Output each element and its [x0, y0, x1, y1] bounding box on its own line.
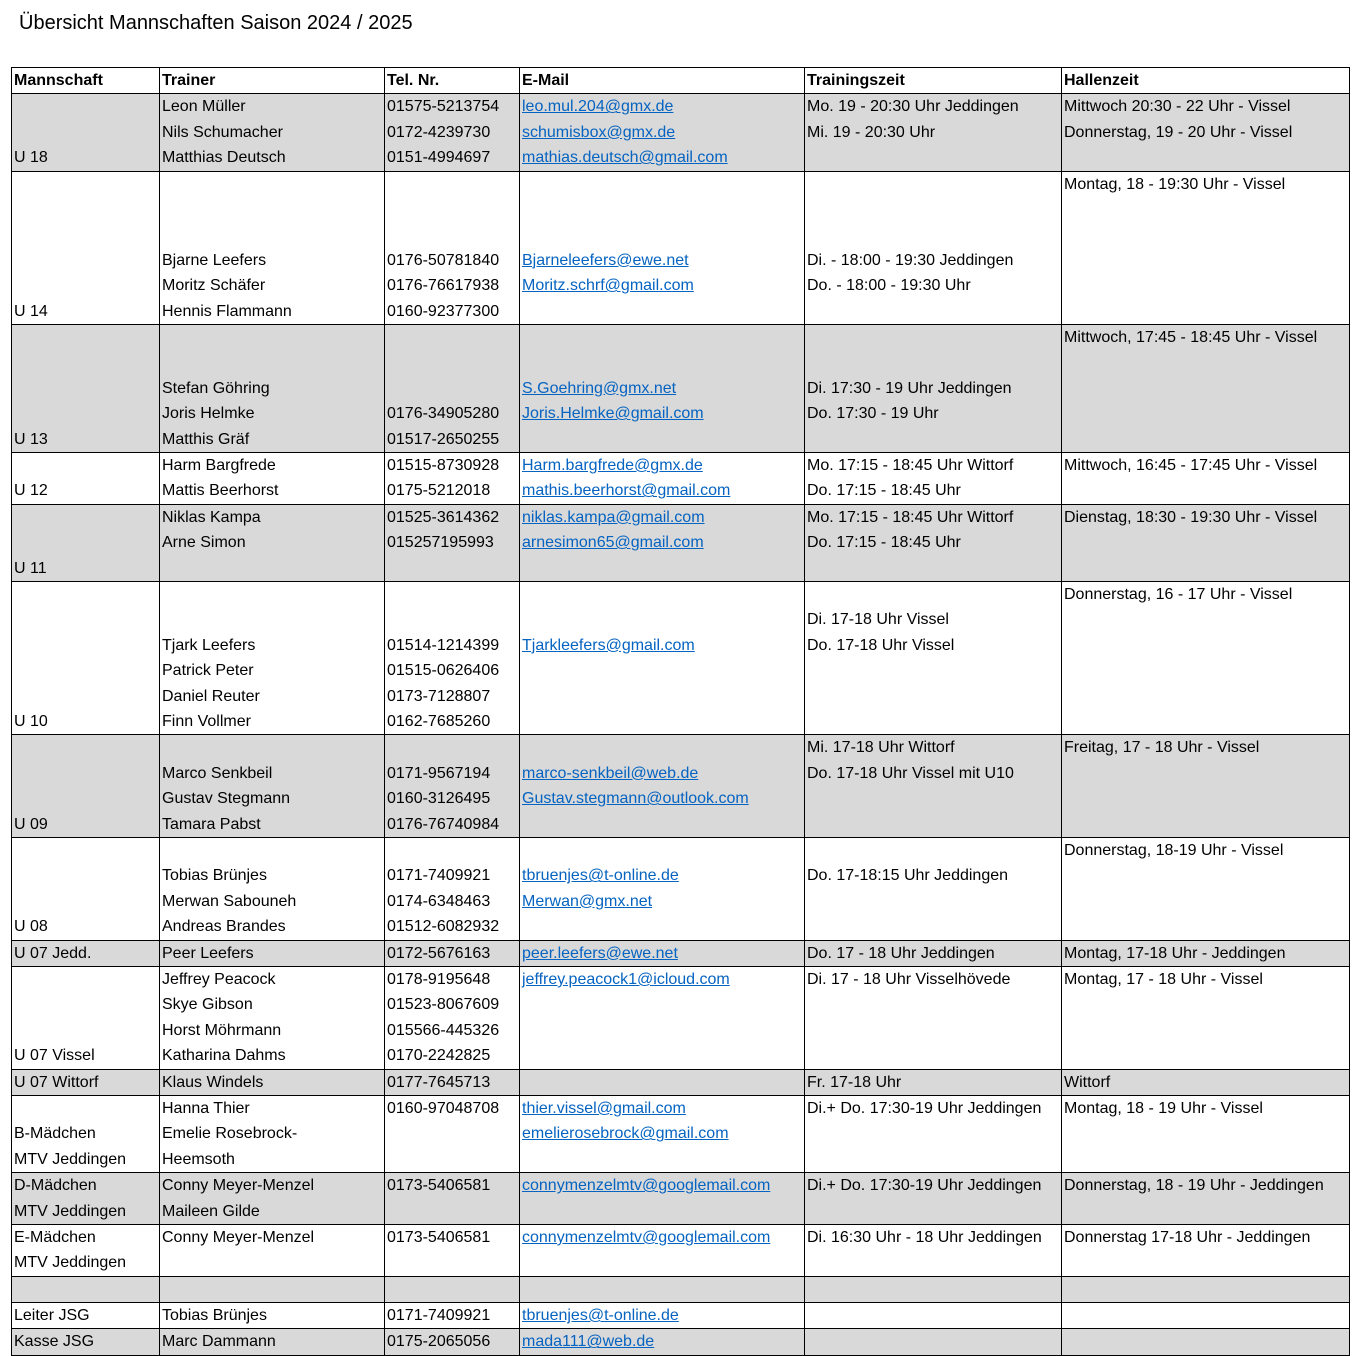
table-row: [12, 94, 1350, 171]
hall-text: Mittwoch, 16:45 - 17:45 Uhr - Vissel: [1064, 456, 1318, 474]
hall-cell: [1062, 324, 1350, 452]
email-link[interactable]: emelierosebrock@gmail.com: [522, 1125, 729, 1143]
trainers-text: Skye Gibson: [162, 996, 253, 1014]
trainer-cell: [160, 735, 385, 838]
trainers-text: Patrick Peter: [162, 662, 254, 680]
trainer-cell: [160, 837, 385, 940]
phones-text: 015566-445326: [387, 1021, 500, 1039]
email-cell: [520, 94, 805, 171]
email-link[interactable]: jeffrey.peacock1@icloud.com: [522, 970, 730, 988]
training-text: Do. 17-18 Uhr Vissel mit U10: [807, 764, 1014, 782]
phone-cell: [385, 171, 520, 324]
team-cell: [12, 1224, 160, 1276]
hall-cell: [1062, 1224, 1350, 1276]
phones-text: 0172-4239730: [387, 123, 491, 141]
phone-cell: [385, 452, 520, 504]
trainers-text: Gustav Stegmann: [162, 790, 291, 808]
team-text: D-Mädchen: [14, 1177, 97, 1195]
trainer-cell: [160, 1224, 385, 1276]
team-cell: [12, 1329, 160, 1355]
hall-text: Mittwoch, 17:45 - 18:45 Uhr - Vissel: [1064, 328, 1318, 346]
hall-text: Montag, 17 - 18 Uhr - Vissel: [1064, 970, 1263, 988]
email-cell: [520, 1224, 805, 1276]
team-text: U 10: [14, 712, 48, 730]
phones-text: 01575-5213754: [387, 98, 500, 116]
email-link[interactable]: connymenzelmtv@googlemail.com: [522, 1177, 771, 1195]
trainer-cell: [160, 940, 385, 966]
trainers-text: Horst Möhrmann: [162, 1021, 282, 1039]
table-row: [12, 1173, 1350, 1225]
hall-text: Montag, 17-18 Uhr - Jeddingen: [1064, 944, 1286, 962]
phones-text: 0176-34905280: [387, 405, 500, 423]
phone-cell: [385, 94, 520, 171]
phones-text: 0173-7128807: [387, 687, 491, 705]
phones-text: 01514-1214399: [387, 636, 500, 654]
training-cell: [805, 324, 1062, 452]
email-link[interactable]: Merwan@gmx.net: [522, 892, 653, 910]
hall-cell: [1062, 171, 1350, 324]
email-cell: [520, 940, 805, 966]
email-link[interactable]: schumisbox@gmx.de: [522, 123, 676, 141]
phones-text: 0176-76617938: [387, 277, 500, 295]
email-cell: [520, 966, 805, 1069]
email-link[interactable]: tbruenjes@t-online.de: [522, 1307, 679, 1325]
table-row: [12, 171, 1350, 324]
team-cell: [12, 735, 160, 838]
table-row: [12, 966, 1350, 1069]
team-cell: [12, 504, 160, 581]
training-text: Mo. 17:15 - 18:45 Uhr Wittorf: [807, 508, 1014, 526]
phones-text: 0171-9567194: [387, 764, 491, 782]
trainers-text: Hanna Thier: [162, 1099, 250, 1117]
trainers-text: Harm Bargfrede: [162, 456, 276, 474]
hall-cell: [1062, 1069, 1350, 1095]
trainer-cell: [160, 1329, 385, 1355]
hall-cell: [1062, 1173, 1350, 1225]
training-cell: [805, 581, 1062, 734]
hall-cell: [1062, 1095, 1350, 1172]
team-cell: [12, 837, 160, 940]
header-email: E-Mail: [520, 68, 805, 94]
phones-text: 01512-6082932: [387, 918, 500, 936]
training-cell: [805, 452, 1062, 504]
team-cell: [12, 1276, 160, 1302]
table-row: [12, 837, 1350, 940]
hall-text: Donnerstag, 18 - 19 Uhr - Jeddingen: [1064, 1177, 1324, 1195]
email-cell: [520, 171, 805, 324]
training-cell: [805, 1329, 1062, 1355]
email-cell: [520, 452, 805, 504]
team-cell: [12, 581, 160, 734]
trainers-text: Bjarne Leefers: [162, 251, 267, 269]
training-cell: [805, 940, 1062, 966]
trainer-cell: [160, 581, 385, 734]
trainer-cell: [160, 504, 385, 581]
team-text: U 11: [14, 559, 47, 577]
phones-text: 01525-3614362: [387, 508, 500, 526]
table-row: [12, 1303, 1350, 1329]
header-phone: Tel. Nr.: [385, 68, 520, 94]
team-cell: [12, 1069, 160, 1095]
training-text: Do. 17-18:15 Uhr Jeddingen: [807, 867, 1009, 885]
team-text: MTV Jeddingen: [14, 1202, 127, 1220]
trainers-text: Conny Meyer-Menzel: [162, 1228, 315, 1246]
team-text: B-Mädchen: [14, 1125, 96, 1143]
training-cell: [805, 1173, 1062, 1225]
hall-cell: [1062, 1303, 1350, 1329]
header-training: Trainingszeit: [805, 68, 1062, 94]
table-row: [12, 581, 1350, 734]
phones-text: 01523-8067609: [387, 996, 500, 1014]
phones-text: 01517-2650255: [387, 430, 500, 448]
email-link[interactable]: leo.mul.204@gmx.de: [522, 98, 674, 116]
phone-cell: [385, 837, 520, 940]
email-cell: [520, 581, 805, 734]
email-link[interactable]: niklas.kampa@gmail.com: [522, 508, 705, 526]
training-text: Do. - 18:00 - 19:30 Uhr: [807, 277, 971, 295]
team-text: Leiter JSG: [14, 1307, 90, 1325]
phones-text: 015257195993: [387, 534, 494, 552]
hall-cell: [1062, 1276, 1350, 1302]
phone-cell: [385, 504, 520, 581]
training-cell: [805, 735, 1062, 838]
table-row: [12, 1276, 1350, 1302]
team-text: MTV Jeddingen: [14, 1150, 127, 1168]
training-text: Di. 17:30 - 19 Uhr Jeddingen: [807, 379, 1012, 397]
training-text: Mi. 19 - 20:30 Uhr: [807, 123, 936, 141]
email-cell: [520, 837, 805, 940]
phones-text: 01515-8730928: [387, 456, 500, 474]
team-text: U 14: [14, 302, 48, 320]
hall-text: Montag, 18 - 19:30 Uhr - Vissel: [1064, 175, 1286, 193]
phones-text: 0170-2242825: [387, 1047, 491, 1065]
phones-text: 01515-0626406: [387, 662, 500, 680]
phones-text: 0174-6348463: [387, 892, 491, 910]
email-link[interactable]: Bjarneleefers@ewe.net: [522, 251, 689, 269]
trainers-text: Tobias Brünjes: [162, 867, 267, 885]
training-cell: [805, 171, 1062, 324]
hall-text: Donnerstag, 16 - 17 Uhr - Vissel: [1064, 585, 1293, 603]
team-cell: [12, 94, 160, 171]
trainers-text: Marc Dammann: [162, 1333, 276, 1351]
table-row: [12, 324, 1350, 452]
trainers-text: Finn Vollmer: [162, 712, 251, 730]
phones-text: 0178-9195648: [387, 970, 491, 988]
hall-text: Dienstag, 18:30 - 19:30 Uhr - Vissel: [1064, 508, 1318, 526]
team-text: U 18: [14, 149, 48, 167]
hall-text: Freitag, 17 - 18 Uhr - Vissel: [1064, 739, 1260, 757]
team-cell: [12, 1173, 160, 1225]
table-row: [12, 1224, 1350, 1276]
trainer-cell: [160, 1069, 385, 1095]
trainers-text: Matthias Deutsch: [162, 149, 286, 167]
hall-cell: [1062, 452, 1350, 504]
training-text: Di.+ Do. 17:30-19 Uhr Jeddingen: [807, 1099, 1042, 1117]
trainers-text: Arne Simon: [162, 534, 246, 552]
email-link[interactable]: Gustav.stegmann@outlook.com: [522, 790, 749, 808]
email-link[interactable]: Joris.Helmke@gmail.com: [522, 405, 704, 423]
trainers-text: Maileen Gilde: [162, 1202, 260, 1220]
hall-cell: [1062, 581, 1350, 734]
trainers-text: Daniel Reuter: [162, 687, 260, 705]
training-text: Do. 17:15 - 18:45 Uhr: [807, 482, 961, 500]
email-link[interactable]: Moritz.schrf@gmail.com: [522, 277, 694, 295]
email-link[interactable]: peer.leefers@ewe.net: [522, 944, 678, 962]
team-text: U 08: [14, 918, 48, 936]
trainers-text: Hennis Flammann: [162, 302, 292, 320]
team-cell: [12, 940, 160, 966]
team-text: E-Mädchen: [14, 1228, 96, 1246]
table-header-row: [12, 68, 1350, 94]
training-cell: [805, 94, 1062, 171]
training-cell: [805, 837, 1062, 940]
trainers-text: Tamara Pabst: [162, 815, 261, 833]
table-row: [12, 1069, 1350, 1095]
phones-text: 0151-4994697: [387, 149, 491, 167]
phones-text: 0175-5212018: [387, 482, 491, 500]
page-title: Übersicht Mannschaften Saison 2024 / 2025: [19, 12, 413, 34]
trainer-cell: [160, 966, 385, 1069]
training-text: Do. 17:15 - 18:45 Uhr: [807, 534, 961, 552]
team-cell: [12, 1095, 160, 1172]
email-cell: [520, 1173, 805, 1225]
training-cell: [805, 1095, 1062, 1172]
trainers-text: Peer Leefers: [162, 944, 254, 962]
phone-cell: [385, 1276, 520, 1302]
phones-text: 0176-50781840: [387, 251, 500, 269]
header-trainer: Trainer: [160, 68, 385, 94]
hall-text: Mittwoch 20:30 - 22 Uhr - Vissel: [1064, 98, 1291, 116]
phones-text: 0160-97048708: [387, 1099, 500, 1117]
training-text: Di.+ Do. 17:30-19 Uhr Jeddingen: [807, 1177, 1042, 1195]
training-cell: [805, 966, 1062, 1069]
training-text: Do. 17 - 18 Uhr Jeddingen: [807, 944, 995, 962]
trainers-text: Heemsoth: [162, 1150, 235, 1168]
email-link[interactable]: connymenzelmtv@googlemail.com: [522, 1228, 771, 1246]
training-text: Di. 16:30 Uhr - 18 Uhr Jeddingen: [807, 1228, 1042, 1246]
hall-cell: [1062, 1329, 1350, 1355]
phones-text: 0160-92377300: [387, 302, 500, 320]
training-text: Di. 17-18 Uhr Vissel: [807, 611, 949, 629]
team-text: U 13: [14, 430, 48, 448]
team-text: Kasse JSG: [14, 1333, 95, 1351]
email-cell: [520, 1095, 805, 1172]
phones-text: 0171-7409921: [387, 867, 491, 885]
team-text: U 07 Vissel: [14, 1047, 95, 1065]
trainers-text: Andreas Brandes: [162, 918, 286, 936]
training-text: Do. 17-18 Uhr Vissel: [807, 636, 955, 654]
table-row: [12, 504, 1350, 581]
trainers-text: Merwan Sabouneh: [162, 892, 297, 910]
phone-cell: [385, 1224, 520, 1276]
trainer-cell: [160, 1095, 385, 1172]
phone-cell: [385, 581, 520, 734]
trainers-text: Tobias Brünjes: [162, 1307, 267, 1325]
phones-text: 0173-5406581: [387, 1228, 491, 1246]
team-text: U 09: [14, 815, 48, 833]
teams-table: [11, 67, 1350, 1356]
training-text: Do. 17:30 - 19 Uhr: [807, 405, 939, 423]
hall-cell: [1062, 837, 1350, 940]
trainer-cell: [160, 1276, 385, 1302]
table-row: [12, 940, 1350, 966]
phone-cell: [385, 940, 520, 966]
header-hall: Hallenzeit: [1062, 68, 1350, 94]
training-text: Fr. 17-18 Uhr: [807, 1073, 902, 1091]
hall-text: Donnerstag 17-18 Uhr - Jeddingen: [1064, 1228, 1311, 1246]
email-link[interactable]: mathias.deutsch@gmail.com: [522, 149, 728, 167]
phones-text: 0177-7645713: [387, 1073, 491, 1091]
email-cell: [520, 1069, 805, 1095]
trainers-text: Emelie Rosebrock-: [162, 1125, 298, 1143]
training-cell: [805, 1224, 1062, 1276]
header-team: Mannschaft: [12, 68, 160, 94]
email-link[interactable]: mada111@web.de: [522, 1333, 655, 1351]
email-cell: [520, 1303, 805, 1329]
hall-cell: [1062, 735, 1350, 838]
phone-cell: [385, 1303, 520, 1329]
email-cell: [520, 735, 805, 838]
training-cell: [805, 1069, 1062, 1095]
table-row: [12, 735, 1350, 838]
email-link[interactable]: Harm.bargfrede@gmx.de: [522, 456, 703, 474]
table-row: [12, 1095, 1350, 1172]
team-text: MTV Jeddingen: [14, 1254, 127, 1272]
trainers-text: Klaus Windels: [162, 1073, 264, 1091]
phone-cell: [385, 1095, 520, 1172]
phone-cell: [385, 1069, 520, 1095]
trainers-text: Moritz Schäfer: [162, 277, 266, 295]
phone-cell: [385, 966, 520, 1069]
training-text: Di. - 18:00 - 19:30 Jeddingen: [807, 251, 1014, 269]
email-link[interactable]: Tjarkleefers@gmail.com: [522, 636, 695, 654]
trainers-text: Tjark Leefers: [162, 636, 256, 654]
training-cell: [805, 1303, 1062, 1329]
training-text: Di. 17 - 18 Uhr Visselhövede: [807, 970, 1011, 988]
hall-text: Montag, 18 - 19 Uhr - Vissel: [1064, 1099, 1263, 1117]
email-link[interactable]: tbruenjes@t-online.de: [522, 867, 679, 885]
trainer-cell: [160, 1303, 385, 1329]
trainer-cell: [160, 171, 385, 324]
hall-text: Wittorf: [1064, 1073, 1111, 1091]
team-cell: [12, 452, 160, 504]
phones-text: 0173-5406581: [387, 1177, 491, 1195]
hall-cell: [1062, 966, 1350, 1069]
trainers-text: Matthis Gräf: [162, 430, 250, 448]
phones-text: 0160-3126495: [387, 790, 491, 808]
trainers-text: Marco Senkbeil: [162, 764, 273, 782]
trainer-cell: [160, 94, 385, 171]
hall-cell: [1062, 504, 1350, 581]
phone-cell: [385, 735, 520, 838]
team-text: U 07 Jedd.: [14, 944, 92, 962]
trainers-text: Niklas Kampa: [162, 508, 261, 526]
trainer-cell: [160, 324, 385, 452]
phone-cell: [385, 1329, 520, 1355]
phone-cell: [385, 324, 520, 452]
trainer-cell: [160, 452, 385, 504]
email-link[interactable]: thier.vissel@gmail.com: [522, 1099, 686, 1117]
training-text: Mo. 17:15 - 18:45 Uhr Wittorf: [807, 456, 1014, 474]
team-text: U 07 Wittorf: [14, 1073, 99, 1091]
hall-cell: [1062, 940, 1350, 966]
trainers-text: Joris Helmke: [162, 405, 255, 423]
phones-text: 0175-2065056: [387, 1333, 491, 1351]
table-row: [12, 1329, 1350, 1355]
phones-text: 0176-76740984: [387, 815, 500, 833]
hall-text: Donnerstag, 19 - 20 Uhr - Vissel: [1064, 123, 1293, 141]
training-cell: [805, 504, 1062, 581]
email-cell: [520, 1276, 805, 1302]
trainers-text: Nils Schumacher: [162, 123, 283, 141]
email-cell: [520, 1329, 805, 1355]
phones-text: 0171-7409921: [387, 1307, 491, 1325]
trainers-text: Leon Müller: [162, 98, 246, 116]
trainers-text: Katharina Dahms: [162, 1047, 286, 1065]
email-cell: [520, 324, 805, 452]
training-text: Mi. 17-18 Uhr Wittorf: [807, 739, 955, 757]
trainers-text: Jeffrey Peacock: [162, 970, 276, 988]
phones-text: 0172-5676163: [387, 944, 491, 962]
table-row: [12, 452, 1350, 504]
trainers-text: Conny Meyer-Menzel: [162, 1177, 315, 1195]
training-cell: [805, 1276, 1062, 1302]
email-link[interactable]: mathis.beerhorst@gmail.com: [522, 482, 731, 500]
trainers-text: Mattis Beerhorst: [162, 482, 279, 500]
training-text: Mo. 19 - 20:30 Uhr Jeddingen: [807, 98, 1019, 116]
team-text: U 12: [14, 482, 48, 500]
email-link[interactable]: arnesimon65@gmail.com: [522, 534, 704, 552]
trainer-cell: [160, 1173, 385, 1225]
email-cell: [520, 504, 805, 581]
trainers-text: Stefan Göhring: [162, 379, 270, 397]
email-link[interactable]: marco-senkbeil@web.de: [522, 764, 699, 782]
phone-cell: [385, 1173, 520, 1225]
team-cell: [12, 324, 160, 452]
phones-text: 0162-7685260: [387, 712, 491, 730]
email-link[interactable]: S.Goehring@gmx.net: [522, 379, 677, 397]
team-cell: [12, 1303, 160, 1329]
team-cell: [12, 171, 160, 324]
hall-cell: [1062, 94, 1350, 171]
team-cell: [12, 966, 160, 1069]
hall-text: Donnerstag, 18-19 Uhr - Vissel: [1064, 841, 1284, 859]
